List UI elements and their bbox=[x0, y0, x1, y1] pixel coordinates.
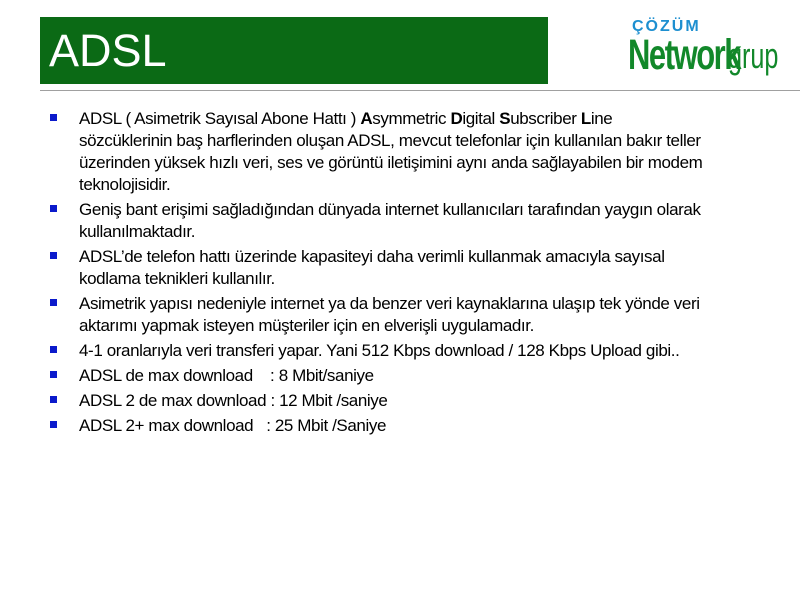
bullet-text-segment: ine sözcüklerinin baş harflerinden oluşan ADSL, mevcut telefonlar için kullanılan bakır teller üzerinden yüksek hızlı veri, ses ve görüntü iletişimini aynı anda sağlayabilen bir modem teknolojisidir. bbox=[79, 109, 707, 194]
bullet-text-segment: ADSL’de telefon hattı üzerinde kapasiteyi daha verimli kullanmak amacıyla sayısal kodlama teknikleri kullanılır. bbox=[79, 247, 669, 288]
square-bullet-icon bbox=[50, 252, 57, 259]
logo-grup-text: grup bbox=[728, 35, 779, 76]
header-divider bbox=[40, 90, 800, 91]
bullet-text-segment: Geniş bant erişimi sağladığından dünyada internet kullanıcıları tarafından yaygın olarak kullanılmaktadır. bbox=[79, 200, 705, 241]
cozum-networkgrup-logo bbox=[628, 19, 788, 85]
logo-bottom-text bbox=[628, 31, 784, 79]
bullet-text-segment: ADSL 2 de max download : 12 Mbit /saniye bbox=[79, 391, 388, 410]
bullet-text-segment: igital bbox=[462, 109, 500, 128]
bullet-list bbox=[48, 108, 708, 440]
logo-network-text: Network bbox=[628, 31, 741, 79]
bullet-text-segment: symmetric bbox=[372, 109, 451, 128]
bullet-text-segment: L bbox=[580, 109, 591, 128]
square-bullet-icon bbox=[50, 205, 57, 212]
list-item bbox=[48, 340, 708, 362]
list-item bbox=[48, 390, 708, 412]
list-item bbox=[48, 199, 708, 243]
list-item bbox=[48, 108, 708, 196]
bullet-text-segment: ADSL 2+ max download : 25 Mbit /Saniye bbox=[79, 416, 387, 435]
square-bullet-icon bbox=[50, 299, 57, 306]
square-bullet-icon bbox=[50, 371, 57, 378]
square-bullet-icon bbox=[50, 114, 57, 121]
title-banner bbox=[40, 17, 548, 84]
bullet-text-segment: Asimetrik yapısı nedeniyle internet ya da benzer veri kaynaklarına ulaşıp tek yönde veri aktarımı yapmak isteyen müşteriler için en elverişli uygulamadır. bbox=[79, 294, 704, 335]
bullet-text-segment: ADSL ( Asimetrik Sayısal Abone Hattı ) bbox=[79, 109, 361, 128]
bullet-text-segment: A bbox=[360, 109, 373, 128]
list-item bbox=[48, 293, 708, 337]
bullet-text-segment: ubscriber bbox=[510, 109, 581, 128]
list-item bbox=[48, 246, 708, 290]
list-item bbox=[48, 415, 708, 437]
bullet-text-segment: D bbox=[450, 109, 463, 128]
square-bullet-icon bbox=[50, 396, 57, 403]
bullet-text-segment: 4-1 oranlarıyla veri transferi yapar. Yani 512 Kbps download / 128 Kbps Upload gibi.. bbox=[79, 341, 680, 360]
square-bullet-icon bbox=[50, 421, 57, 428]
logo-top-text: ÇÖZÜM bbox=[632, 18, 701, 35]
list-item bbox=[48, 365, 708, 387]
bullet-text-segment: S bbox=[499, 109, 511, 128]
bullet-text-segment: ADSL de max download : 8 Mbit/saniye bbox=[79, 366, 374, 385]
slide-title: ADSL bbox=[49, 25, 167, 76]
square-bullet-icon bbox=[50, 346, 57, 353]
